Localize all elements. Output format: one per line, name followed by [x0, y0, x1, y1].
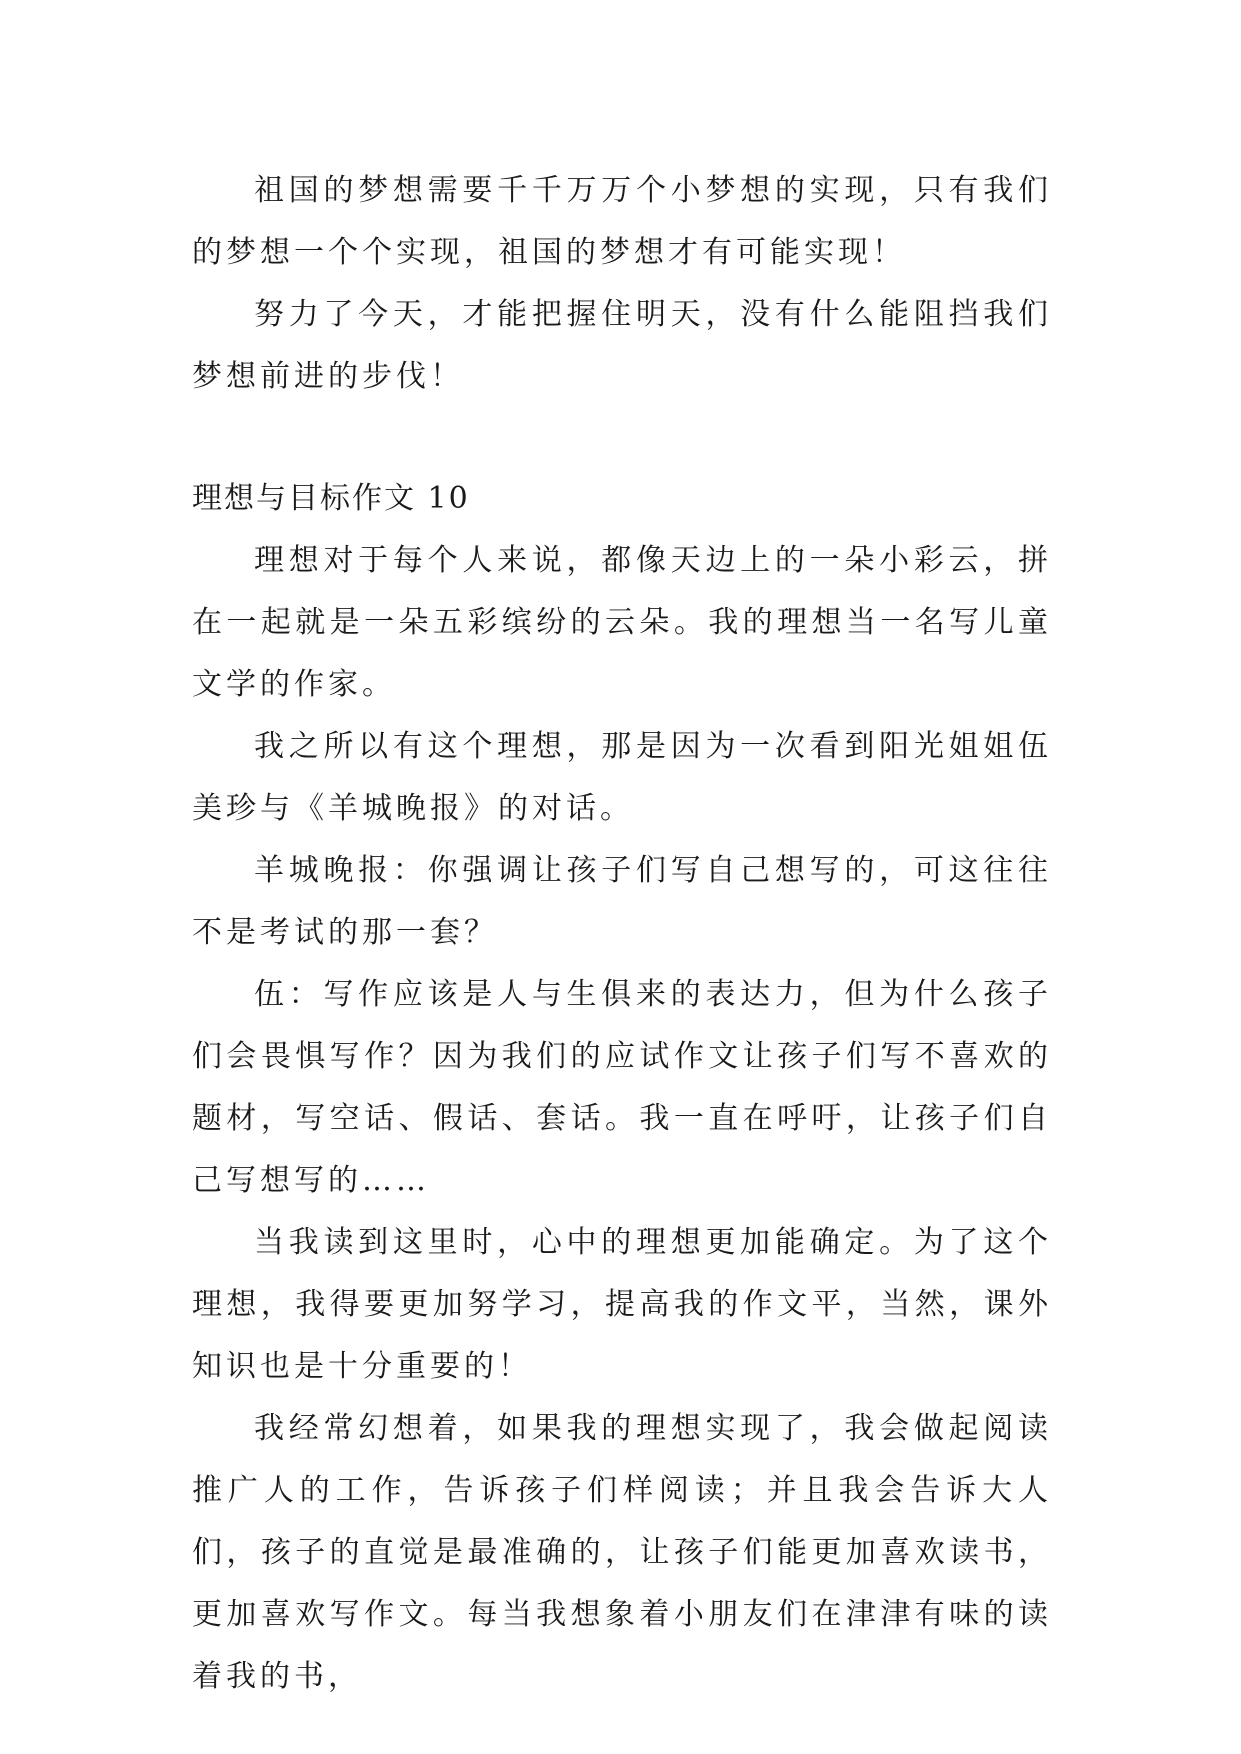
paragraph: 羊城晚报：你强调让孩子们写自己想写的，可这往往不是考试的那一套？ — [192, 853, 1052, 950]
document-body — [192, 160, 1052, 1708]
paragraph: 祖国的梦想需要千千万万个小梦想的实现，只有我们的梦想一个个实现，祖国的梦想才有可能实现！ — [192, 173, 1052, 270]
paragraph: 我经常幻想着，如果我的理想实现了，我会做起阅读推广人的工作，告诉孩子们样阅读；并且我会告诉大人们，孩子的直觉是最准确的，让孩子们能更加喜欢读书，更加喜欢写作文。每当我想象着小朋友们在津津有味的读着我的书， — [192, 1411, 1052, 1694]
paragraph: 我之所以有这个理想，那是因为一次看到阳光姐姐伍美珍与《羊城晚报》的对话。 — [192, 729, 1052, 826]
paragraph: 当我读到这里时，心中的理想更加能确定。为了这个理想，我得要更加努学习，提高我的作文平，当然，课外知识也是十分重要的！ — [192, 1225, 1052, 1384]
section-title: 理想与目标作文 10 — [192, 481, 470, 516]
paragraph: 伍：写作应该是人与生俱来的表达力，但为什么孩子们会畏惧写作？因为我们的应试作文让孩子们写不喜欢的题材，写空话、假话、套话。我一直在呼吁，让孩子们自己写想写的…… — [192, 977, 1052, 1198]
paragraph: 理想对于每个人来说，都像天边上的一朵小彩云，拼在一起就是一朵五彩缤纷的云朵。我的理想当一名写儿童文学的作家。 — [192, 543, 1052, 702]
paragraph: 努力了今天，才能把握住明天，没有什么能阻挡我们梦想前进的步伐！ — [192, 297, 1052, 394]
